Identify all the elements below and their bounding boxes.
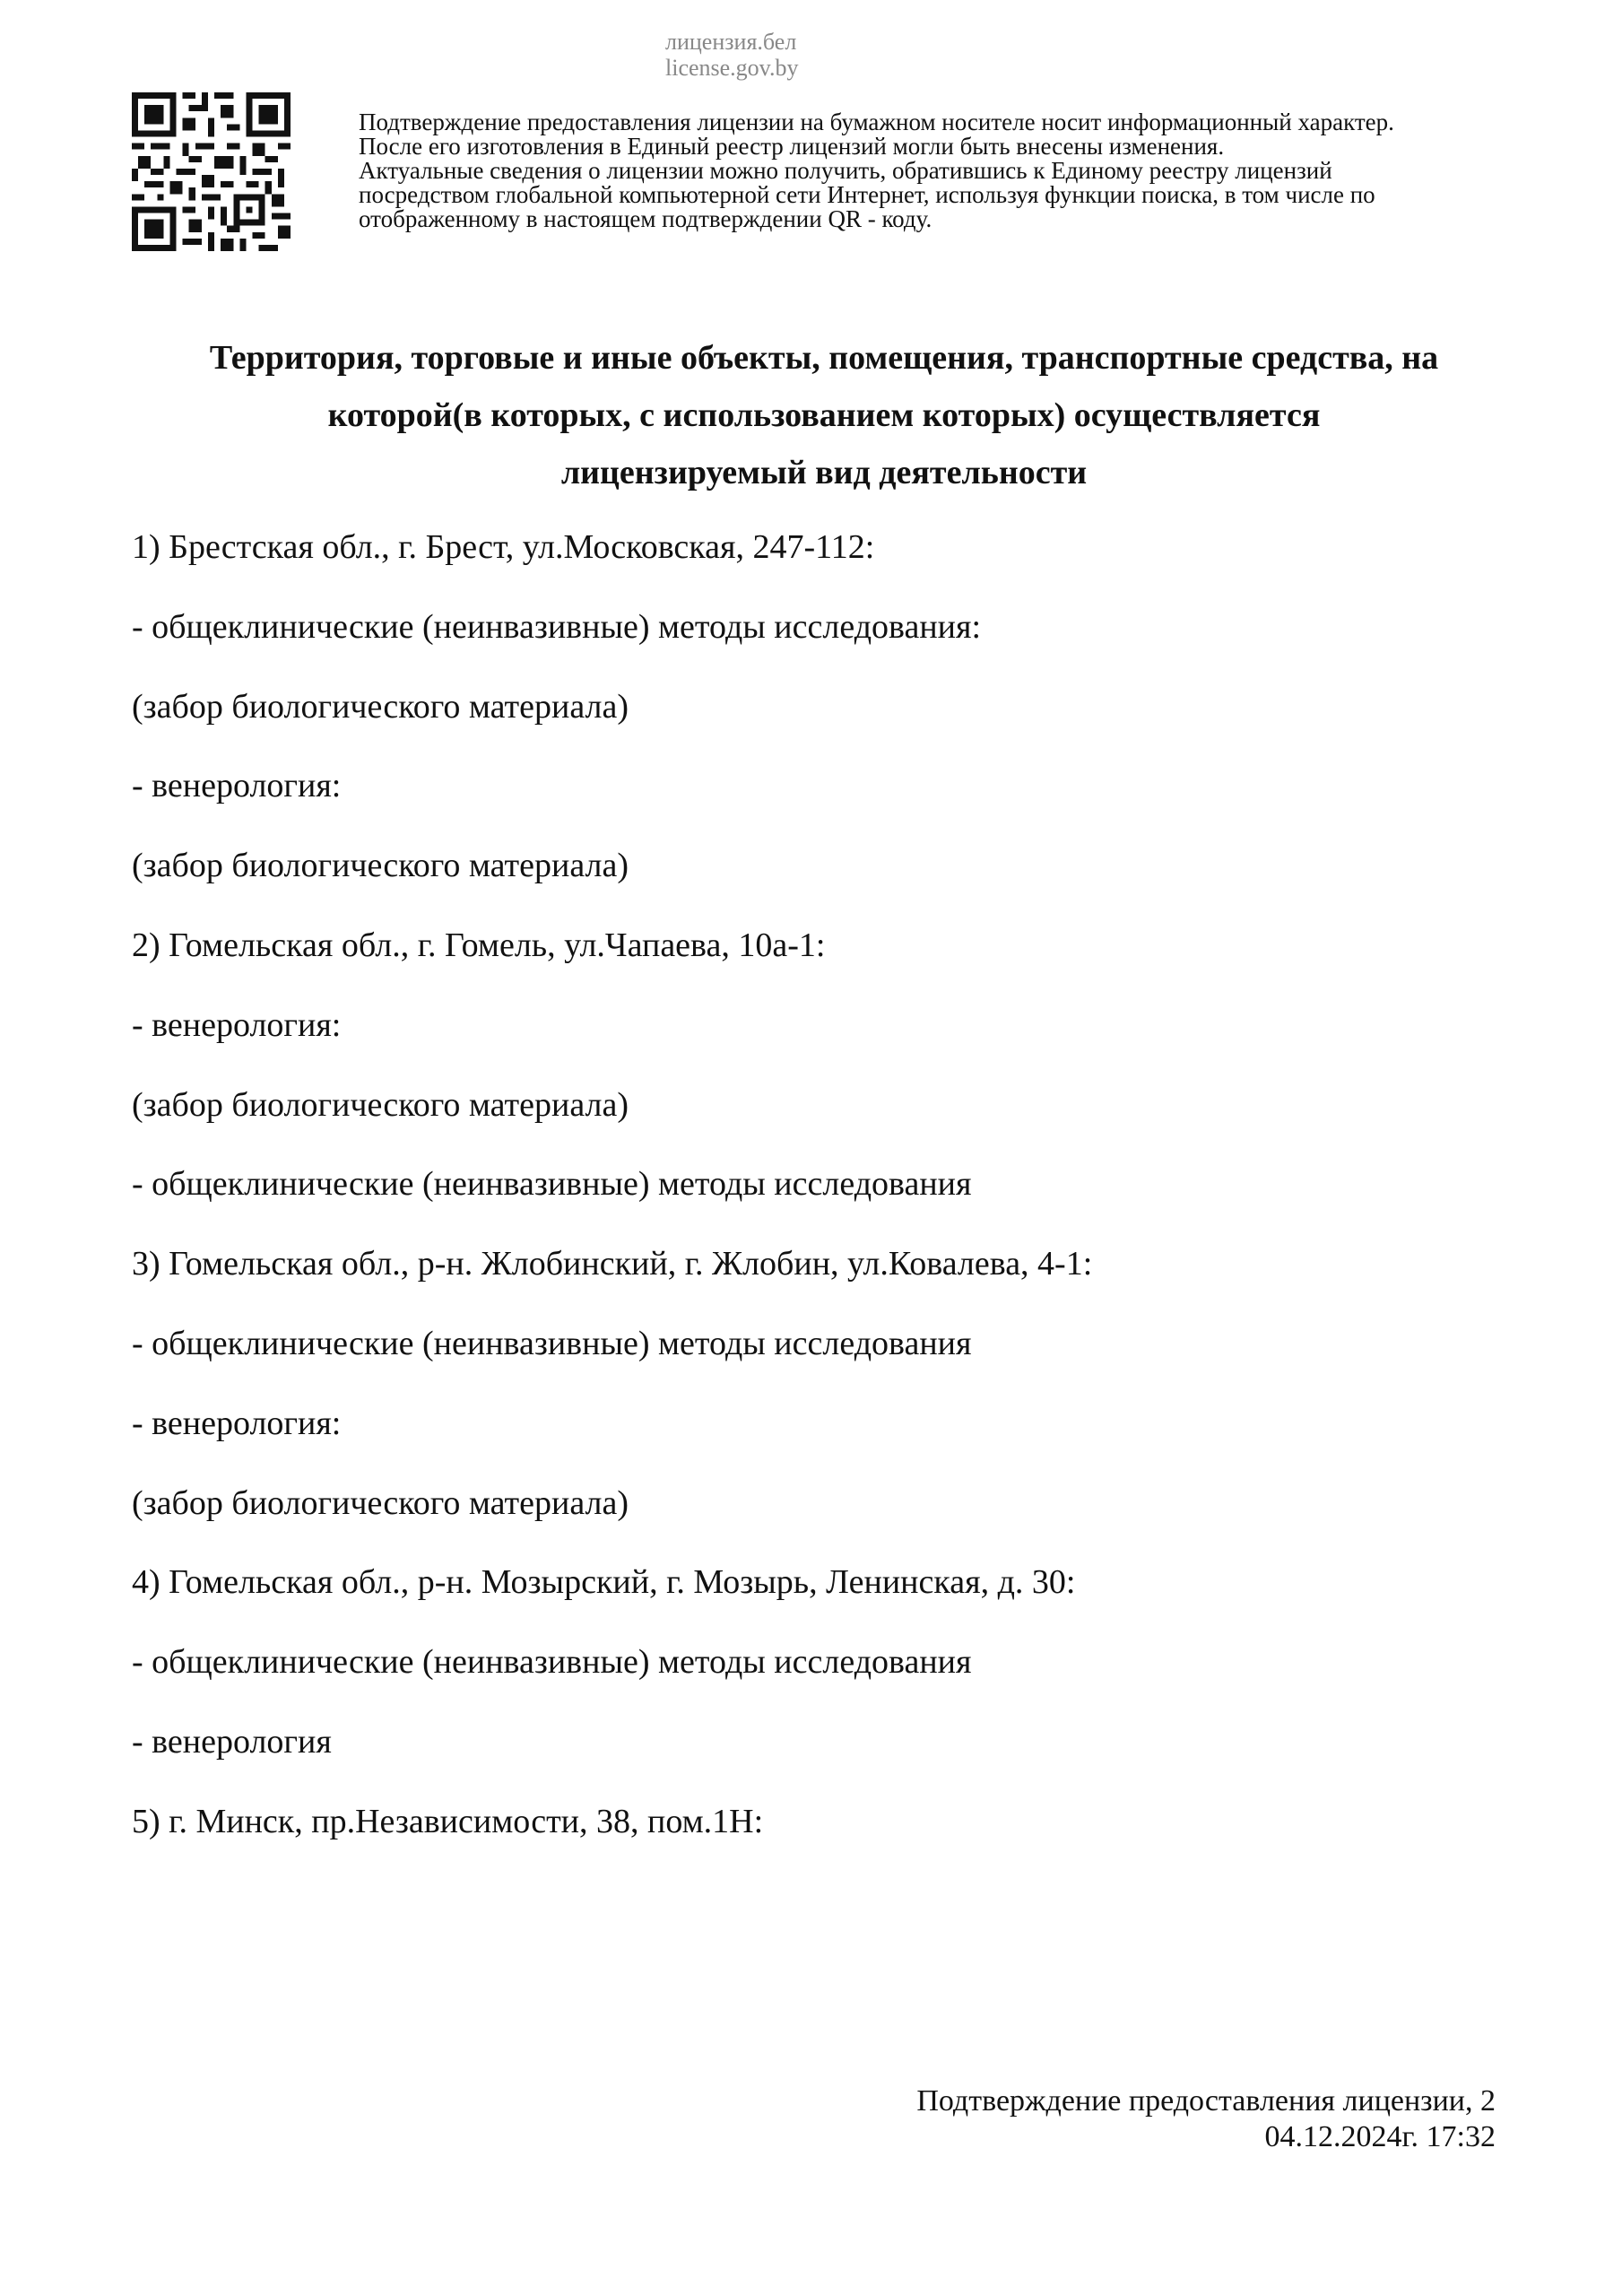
location-entry: 4) Гомельская обл., р-н. Мозырский, г. Мозырь, Ленинская, д. 30: (132, 1563, 1076, 1602)
domain-latin: license.gov.by (665, 55, 799, 81)
footer-caption: Подтверждение предоставления лицензии, 2 (916, 2084, 1496, 2118)
licensed-locations-list (132, 527, 1531, 1882)
activity-entry: - общеклинические (неинвазивные) методы исследования (132, 1324, 972, 1362)
activity-note: (забор биологического материала) (132, 687, 629, 726)
information-notice (359, 110, 1551, 231)
activity-entry: - венерология: (132, 1005, 342, 1044)
location-entry: 1) Брестская обл., г. Брест, ул.Московская, 247-112: (132, 528, 875, 566)
footer-datetime: 04.12.2024г. 17:32 (1264, 2120, 1496, 2153)
page-footer (689, 2083, 1496, 2155)
activity-entry: - венерология: (132, 767, 342, 805)
domain-cyrillic: лицензия.бел (665, 29, 797, 55)
title-line: лицензируемый вид деятельности (560, 454, 1088, 491)
location-entry: 3) Гомельская обл., р-н. Жлобинский, г. Жлобин, ул.Ковалева, 4-1: (132, 1245, 1093, 1283)
activity-entry: - общеклинические (неинвазивные) методы исследования: (132, 607, 982, 646)
registry-domains (665, 29, 934, 81)
notice-line: После его изготовления в Единый реестр лицензий могли быть внесены изменения. (359, 133, 1225, 160)
activity-note: (забор биологического материала) (132, 1085, 629, 1124)
notice-line: Подтверждение предоставления лицензии на бумажном носителе носит информационный характер. (359, 109, 1394, 135)
title-line: Территория, торговые и иные объекты, помещения, транспортные средства, на (209, 339, 1439, 377)
activity-entry: - венерология: (132, 1404, 342, 1442)
page-title (108, 329, 1540, 501)
title-line: которой(в которых, с использованием которых) осуществляется (327, 396, 1321, 434)
qr-code-icon (132, 92, 291, 251)
activity-note: (забор биологического материала) (132, 847, 629, 885)
activity-entry: - общеклинические (неинвазивные) методы исследования (132, 1165, 972, 1204)
notice-line: Актуальные сведения о лицензии можно получить, обратившись к Единому реестру лицензий (359, 157, 1332, 184)
activity-entry: - общеклинические (неинвазивные) методы исследования (132, 1643, 972, 1682)
notice-line: посредством глобальной компьютерной сети Интернет, используя функции поиска, в том числе по (359, 181, 1375, 208)
notice-line: отображенному в настоящем подтверждении QR - коду. (359, 205, 932, 232)
activity-note: (забор биологического материала) (132, 1483, 629, 1522)
activity-entry: - венерология (132, 1722, 332, 1761)
location-entry: 5) г. Минск, пр.Независимости, 38, пом.1Н: (132, 1802, 764, 1840)
location-entry: 2) Гомельская обл., г. Гомель, ул.Чапаева, 10а-1: (132, 926, 826, 964)
